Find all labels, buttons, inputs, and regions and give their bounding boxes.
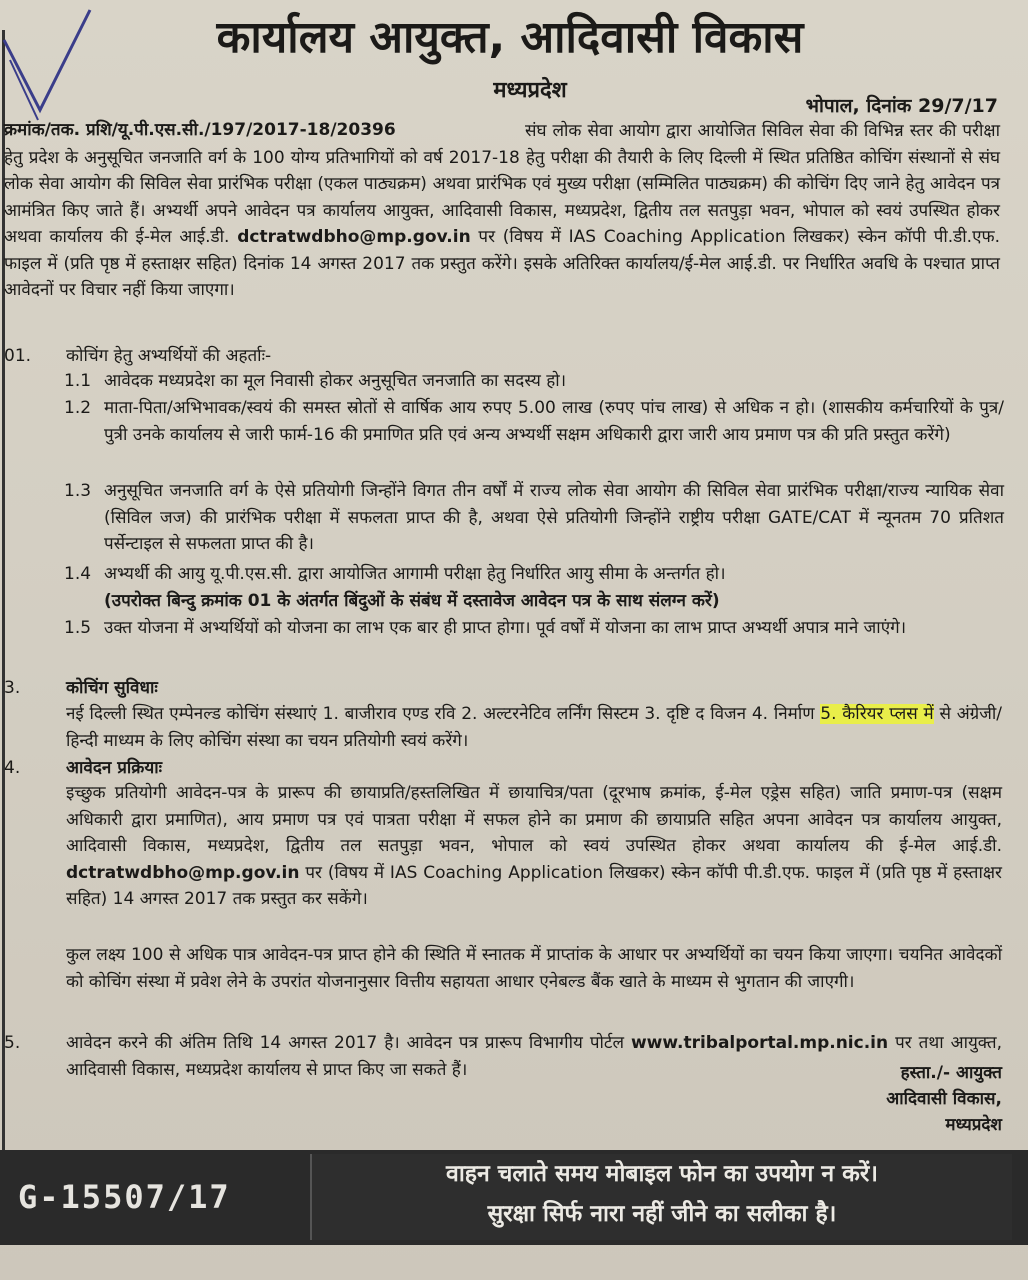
issue-date: भोपाल, दिनांक 29/7/17	[805, 95, 998, 117]
ad-code: G-15507/17	[18, 1178, 231, 1216]
list-item	[64, 478, 1004, 558]
signature-line: मध्यप्रदेश	[945, 1115, 1002, 1135]
highlighted-text: 5. कैरियर प्लस में	[820, 704, 934, 724]
intro-paragraph	[4, 118, 1000, 304]
slogan-line: सुरक्षा सिर्फ नारा नहीं जीने का सलीका है।	[487, 1201, 837, 1227]
item-number: 1.3	[64, 481, 92, 501]
signature-line: हस्ता./- आयुक्त	[900, 1063, 1002, 1083]
item-text: माता-पिता/अभिभावक/स्वयं की समस्त स्रोतों से वार्षिक आय रुपए 5.00 लाख (रुपए पांच लाख) से अधिक न हो। (शासकीय कर्मचारियों के पुत्र/पुत्री उनके कार्यालय से जारी फार्म-16 की प्रमाणित प्रति एवं अन्य अभ्यर्थी सक्षम अधिकारी द्वारा जारी आय प्रमाण पत्र की प्रति प्रस्तुत करेंगे)	[104, 398, 1004, 445]
item-text: आवेदक मध्यप्रदेश का मूल निवासी होकर अनुसूचित जनजाति का सदस्य हो।	[104, 371, 567, 391]
intro-email: dctratwdbho@mp.gov.in	[237, 227, 471, 247]
application-text-end: पर (विषय में IAS Coaching Application लिखकर) स्केन कॉपी पी.डी.एफ. फाइल में (प्रति पृष्ठ में हस्ताक्षर सहित) 14 अगस्त 2017 तक प्रस्तुत कर सकेंगे।	[66, 862, 1003, 909]
item-text: उक्त योजना में अभ्यर्थियों को योजना का लाभ एक बार ही प्राप्त होगा। पूर्व वर्षों में योजना का लाभ प्राप्त अभ्यर्थी अपात्र माने जाएंगे।	[104, 618, 907, 638]
item-number: 1.5	[64, 618, 92, 638]
coaching-list: नई दिल्ली स्थित एम्पेनल्ड कोचिंग संस्थाएं 1. बाजीराव एण्ड रवि 2. अल्टरनेटिव लर्निंग सिस्टम 3. दृष्टि द विजन 4. निर्माण	[66, 704, 815, 724]
intro-body-end: पर (विषय में IAS Coaching Application लिखकर) स्केन कॉपी पी.डी.एफ. फाइल में (प्रति पृष्ठ में हस्ताक्षर सहित) दिनांक 14 अगस्त 2017 तक प्रस्तुत करेंगे। इसके अतिरिक्त कार्यालय/ई-मेल आई.डी. पर निर्धारित अवधि के पश्चात प्राप्त आवेदनों पर विचार नहीं किया जाएगा।	[4, 227, 1000, 300]
deadline-text: आवेदन करने की अंतिम तिथि 14 अगस्त 2017 है। आवेदन पत्र प्रारूप विभागीय पोर्टल	[66, 1033, 624, 1053]
item-text: अभ्यर्थी की आयु यू.पी.एस.सी. द्वारा आयोजित आगामी परीक्षा हेतु निर्धारित आयु सीमा के अन्तर्गत हो।	[104, 564, 726, 584]
item-number: 1.4	[64, 564, 92, 584]
list-item	[64, 561, 1004, 614]
footer-bar	[0, 1150, 1028, 1245]
section-3-number: 3.	[4, 678, 21, 698]
section-5-body	[66, 1030, 1002, 1083]
application-text: इच्छुक प्रतियोगी आवेदन-पत्र के प्रारूप की छायाप्रति/हस्तलिखित में छायाचित्र/पता (दूरभाष क्रमांक, ई-मेल एड्रेस सहित) जाति प्रमाण-पत्र (सक्षम अधिकारी द्वारा प्रमाणित), आय प्रमाण पत्र एवं पात्रता परीक्षा में सफल होने का प्रमाण की छायाप्रति सहित अपना आवेदन पत्र कार्यालय आयुक्त, आदिवासी विकास, मध्यप्रदेश, द्वितीय तल सतपुड़ा भवन, भोपाल को स्वयं उपस्थित होकर अथवा कार्यालय की ई-मेल आई.डी.	[66, 783, 1002, 856]
intro-body: प्रतिभागियों को वर्ष 2017-18 हेतु परीक्षा की तैयारी के लिए दिल्ली में स्थित प्रतिष्ठित कोचिंग संस्थानों से संघ लोक सेवा आयोग की सिविल सेवा प्रारंभिक परीक्षा (एकल पाठ्यक्रम) अथवा प्रारंभिक एवं मुख्य परीक्षा (सम्मिलित पाठ्यक्रम) की कोचिंग दिए जाने हेतु आवेदन पत्र आमंत्रित किए जाते हैं। अभ्यर्थी अपने आवेदन पत्र कार्यालय आयुक्त, आदिवासी विकास, मध्यप्रदेश, द्वितीय तल सतपुड़ा भवन, भोपाल को स्वयं उपस्थित होकर अथवा कार्यालय की ई-मेल आई.डी.	[4, 147, 1001, 247]
list-item	[64, 615, 1004, 642]
section-3-heading: कोचिंग सुविधाः	[66, 678, 158, 698]
signature-block	[886, 1060, 1002, 1138]
item-text: अनुसूचित जनजाति वर्ग के ऐसे प्रतियोगी जिन्होंने विगत तीन वर्षों में राज्य लोक सेवा आयोग की सिविल सेवा प्रारंभिक परीक्षा/राज्य न्यायिक सेवा (सिविल जज) की प्रारंभिक परीक्षा में सफलता प्राप्त की है, अथवा ऐसे प्रतियोगी जिन्होंने राष्ट्रीय परीक्षा GATE/CAT में न्यूनतम 70 प्रतिशत पर्सेन्टाइल से सफलता प्राप्त की है।	[104, 481, 1004, 554]
coaching-list-end: से अंग्रेजी/हिन्दी माध्यम के लिए कोचिंग संस्था का चयन प्रतियोगी स्वयं करेंगे।	[66, 704, 1003, 751]
item-number: 1.2	[64, 398, 92, 418]
section-4-number: 4.	[4, 758, 21, 778]
section-4-heading: आवेदन प्रक्रियाः	[66, 758, 163, 778]
section-4-paragraph-1	[66, 780, 1002, 913]
portal-url: www.tribalportal.mp.nic.in	[630, 1033, 889, 1053]
section-4-paragraph-2: कुल लक्ष्य 100 से अधिक पात्र आवेदन-पत्र प्राप्त होने की स्थिति में स्नातक में प्राप्तांक के आधार पर अभ्यर्थियों का चयन किया जाएगा। चयनित आवेदकों को कोचिंग संस्था में प्रवेश लेने के उपरांत योजनानुसार वित्तीय सहायता आधार एनेबल्ड बैंक खाते के माध्यम से भुगतान की जाएगी।	[66, 945, 1002, 992]
deadline-text-end: पर तथा आयुक्त, आदिवासी विकास, मध्यप्रदेश कार्यालय से प्राप्त किए जा सकते हैं।	[66, 1033, 1003, 1080]
slogan-line: वाहन चलाते समय मोबाइल फोन का उपयोग न करें।	[446, 1161, 878, 1187]
signature-line: आदिवासी विकास,	[886, 1089, 1002, 1109]
item-number: 1.1	[64, 371, 92, 391]
application-email: dctratwdbho@mp.gov.in	[66, 862, 300, 883]
page-title: कार्यालय आयुक्त, आदिवासी विकास	[216, 12, 804, 63]
safety-slogan	[310, 1154, 1012, 1240]
section-1-number: 01.	[4, 346, 32, 366]
list-item	[64, 395, 1004, 448]
reference-number: क्रमांक/तक. प्रशि/यू.पी.एस.सी./197/2017-18/20396	[4, 120, 396, 140]
page-subtitle: मध्यप्रदेश	[493, 78, 567, 103]
section-3-body	[66, 701, 1002, 754]
section-5-number: 5.	[4, 1033, 21, 1053]
item-note: (उपरोक्त बिन्दु क्रमांक 01 के अंतर्गत बिंदुओं के संबंध में दस्तावेज आवेदन पत्र के साथ संलग्न करें)	[104, 590, 720, 611]
section-1-heading: कोचिंग हेतु अभ्यर्थियों की अहर्ताः-	[66, 346, 272, 366]
list-item	[64, 368, 1004, 395]
intro-line1: संघ लोक सेवा आयोग द्वारा आयोजित सिविल सेवा की विभिन्न स्तर की परीक्षा हेतु प्रदेश के अनुसूचित जनजाति वर्ग के 100 योग्य	[4, 121, 1000, 168]
